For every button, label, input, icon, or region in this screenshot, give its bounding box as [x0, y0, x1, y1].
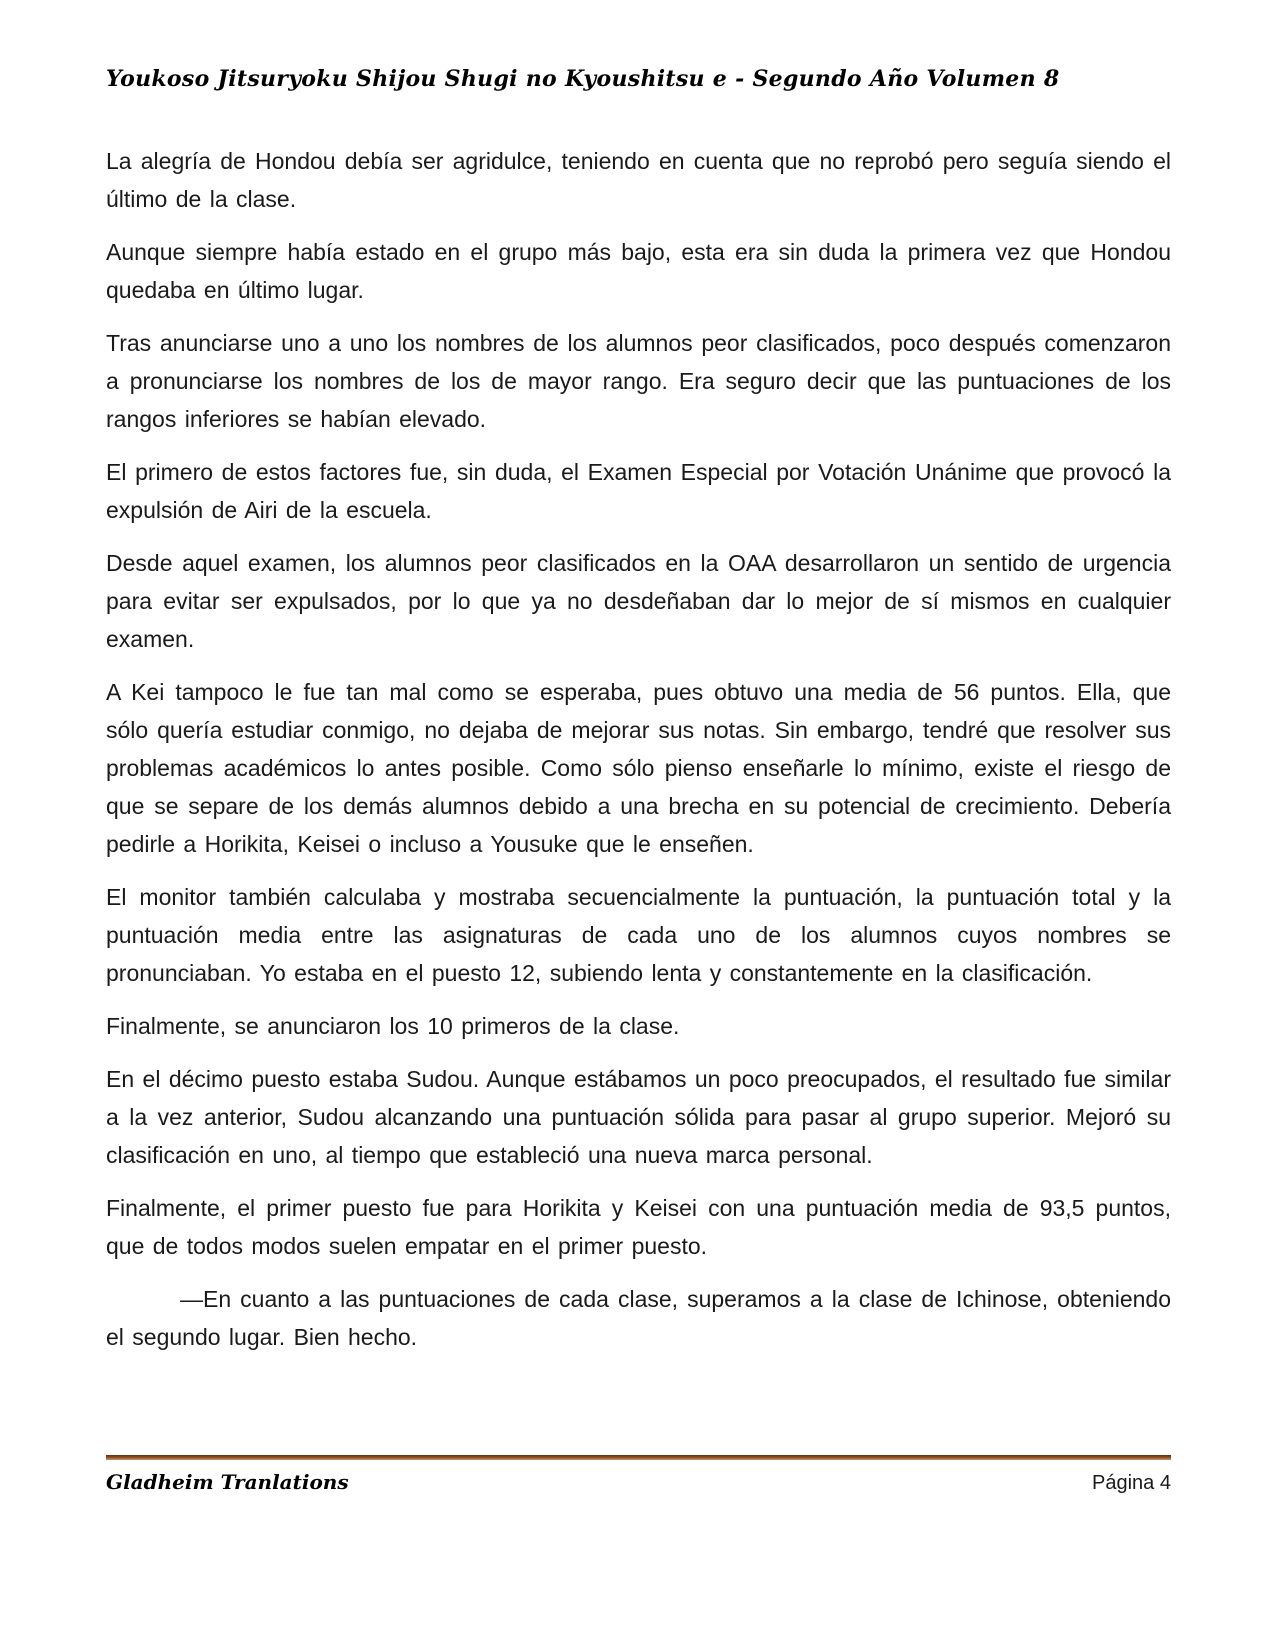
- body-text: [106, 142, 1171, 1356]
- paragraph: El monitor también calculaba y mostraba secuencialmente la puntuación, la puntuación total y la puntuación media entre las asignaturas de cada uno de los alumnos cuyos nombres se pronunciaban. Yo estaba en el puesto 12, subiendo lenta y constantemente en la clasificación.: [106, 884, 1171, 986]
- paragraph: Aunque siempre había estado en el grupo más bajo, esta era sin duda la primera vez que Hondou quedaba en último lugar.: [106, 239, 1171, 303]
- paragraph: A Kei tampoco le fue tan mal como se esperaba, pues obtuvo una media de 56 puntos. Ella, que sólo quería estudiar conmigo, no dejaba de mejorar sus notas. Sin embargo, tendré que resolver sus problemas académicos lo antes posible. Como sólo pienso enseñarle lo mínimo, existe el riesgo de que se separe de los demás alumnos debido a una brecha en su potencial de crecimiento. Debería pedirle a Horikita, Keisei o incluso a Yousuke que le enseñen.: [106, 679, 1171, 857]
- paragraph: La alegría de Hondou debía ser agridulce, teniendo en cuenta que no reprobó pero seguía siendo el último de la clase.: [106, 148, 1171, 212]
- paragraph: Desde aquel examen, los alumnos peor clasificados en la OAA desarrollaron un sentido de urgencia para evitar ser expulsados, por lo que ya no desdeñaban dar lo mejor de sí mismos en cualquier examen.: [106, 550, 1171, 652]
- footer-translator-name: Gladheim Tranlations: [106, 1470, 349, 1494]
- document-header-title: Youkoso Jitsuryoku Shijou Shugi no Kyoushitsu e - Segundo Año Volumen 8: [106, 66, 1060, 92]
- footer-divider: [106, 1455, 1171, 1460]
- footer-page-number: Página 4: [1092, 1472, 1171, 1494]
- page-footer: [106, 1455, 1171, 1495]
- paragraph: El primero de estos factores fue, sin duda, el Examen Especial por Votación Unánime que provocó la expulsión de Airi de la escuela.: [106, 459, 1171, 523]
- paragraph: Finalmente, el primer puesto fue para Horikita y Keisei con una puntuación media de 93,5 puntos, que de todos modos suelen empatar en el primer puesto.: [106, 1195, 1171, 1259]
- paragraph: Finalmente, se anunciaron los 10 primeros de la clase.: [106, 1013, 680, 1039]
- footer-row: [106, 1470, 1171, 1495]
- paragraph: Tras anunciarse uno a uno los nombres de los alumnos peor clasificados, poco después comenzaron a pronunciarse los nombres de los de mayor rango. Era seguro decir que las puntuaciones de los rangos inferiores se habían elevado.: [106, 330, 1171, 432]
- paragraph: En el décimo puesto estaba Sudou. Aunque estábamos un poco preocupados, el resultado fue similar a la vez anterior, Sudou alcanzando una puntuación sólida para pasar al grupo superior. Mejoró su clasificación en uno, al tiempo que estableció una nueva marca personal.: [106, 1066, 1171, 1168]
- paragraph-dialogue: —En cuanto a las puntuaciones de cada clase, superamos a la clase de Ichinose, obteniendo el segundo lugar. Bien hecho.: [106, 1286, 1171, 1350]
- page-content: [106, 66, 1171, 1371]
